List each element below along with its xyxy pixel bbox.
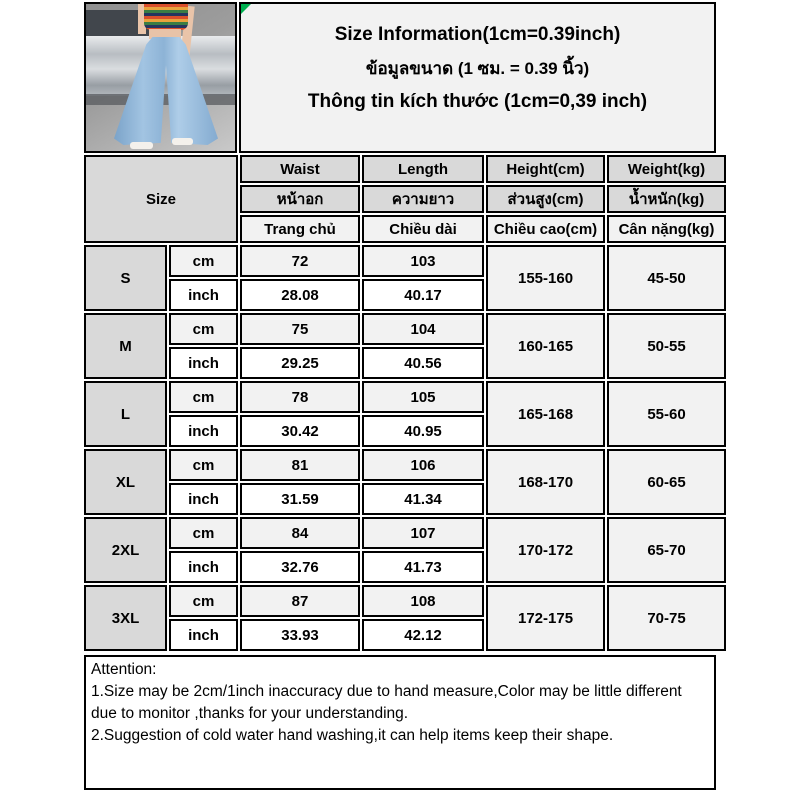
- waist-inch-value: 28.08: [240, 279, 360, 311]
- size-column-header: Size: [84, 155, 238, 243]
- table-row: [84, 313, 726, 345]
- length-inch-value: 40.17: [362, 279, 484, 311]
- waist-inch-value: 33.93: [240, 619, 360, 651]
- col-header-weight-en: Weight(kg): [607, 155, 726, 183]
- attention-line-1: 1.Size may be 2cm/1inch inaccuracy due to hand measure,Color may be little different due to monitor ,thanks for your understanding.: [91, 683, 682, 722]
- waist-inch-value: 32.76: [240, 551, 360, 583]
- unit-inch-label: inch: [169, 619, 238, 651]
- waist-cm-value: 87: [240, 585, 360, 617]
- col-header-length-vi: Chiều dài: [362, 215, 484, 243]
- col-header-weight-vi: Cân nặng(kg): [607, 215, 726, 243]
- col-header-waist-th: หน้าอก: [240, 185, 360, 213]
- length-inch-value: 41.73: [362, 551, 484, 583]
- waist-cm-value: 81: [240, 449, 360, 481]
- unit-inch-label: inch: [169, 483, 238, 515]
- length-inch-value: 41.34: [362, 483, 484, 515]
- waist-cm-value: 72: [240, 245, 360, 277]
- unit-cm-label: cm: [169, 245, 238, 277]
- table-row: [84, 517, 726, 549]
- size-label: S: [84, 245, 167, 311]
- length-inch-value: 40.95: [362, 415, 484, 447]
- title-vietnamese: Thông tin kích thước (1cm=0,39 inch): [307, 91, 648, 112]
- length-inch-value: 42.12: [362, 619, 484, 651]
- height-range: 155-160: [486, 245, 605, 311]
- model-sandal-left: [130, 142, 153, 149]
- title-thai: ข้อมูลขนาด (1 ซม. = 0.39 นิ้ว): [365, 59, 590, 78]
- col-header-waist-vi: Trang chủ: [240, 215, 360, 243]
- product-photo: [84, 2, 237, 153]
- unit-inch-label: inch: [169, 279, 238, 311]
- cell-corner-marker-icon: [241, 4, 251, 14]
- length-cm-value: 104: [362, 313, 484, 345]
- unit-cm-label: cm: [169, 449, 238, 481]
- length-cm-value: 105: [362, 381, 484, 413]
- attention-line-2: 2.Suggestion of cold water hand washing,it can help items keep their shape.: [91, 727, 614, 744]
- col-header-height-th: ส่วนสูง(cm): [486, 185, 605, 213]
- size-chart-sheet: [84, 2, 716, 790]
- table-row: [84, 245, 726, 277]
- title-box: [239, 2, 716, 153]
- waist-cm-value: 75: [240, 313, 360, 345]
- attention-heading: Attention:: [91, 661, 157, 678]
- waist-inch-value: 29.25: [240, 347, 360, 379]
- table-row: [84, 381, 726, 413]
- col-header-length-th: ความยาว: [362, 185, 484, 213]
- size-label: 2XL: [84, 517, 167, 583]
- col-header-length-en: Length: [362, 155, 484, 183]
- size-label: XL: [84, 449, 167, 515]
- col-header-weight-th: น้ำหนัก(kg): [607, 185, 726, 213]
- table-row: [84, 449, 726, 481]
- unit-inch-label: inch: [169, 415, 238, 447]
- unit-cm-label: cm: [169, 381, 238, 413]
- waist-cm-value: 84: [240, 517, 360, 549]
- model-sandal-right: [172, 138, 193, 145]
- length-cm-value: 108: [362, 585, 484, 617]
- col-header-height-vi: Chiều cao(cm): [486, 215, 605, 243]
- table-row: [84, 585, 726, 617]
- size-chart-table: [82, 153, 728, 653]
- height-range: 172-175: [486, 585, 605, 651]
- weight-range: 50-55: [607, 313, 726, 379]
- weight-range: 45-50: [607, 245, 726, 311]
- length-cm-value: 103: [362, 245, 484, 277]
- size-label: M: [84, 313, 167, 379]
- height-range: 170-172: [486, 517, 605, 583]
- length-inch-value: 40.56: [362, 347, 484, 379]
- size-label: L: [84, 381, 167, 447]
- unit-cm-label: cm: [169, 313, 238, 345]
- size-label: 3XL: [84, 585, 167, 651]
- header-row: [84, 2, 716, 153]
- unit-cm-label: cm: [169, 585, 238, 617]
- unit-inch-label: inch: [169, 347, 238, 379]
- length-cm-value: 106: [362, 449, 484, 481]
- height-range: 160-165: [486, 313, 605, 379]
- weight-range: 60-65: [607, 449, 726, 515]
- attention-box: [84, 655, 716, 790]
- weight-range: 55-60: [607, 381, 726, 447]
- title-english: Size Information(1cm=0.39inch): [334, 24, 621, 45]
- model-striped-top: [144, 4, 188, 30]
- weight-range: 65-70: [607, 517, 726, 583]
- waist-cm-value: 78: [240, 381, 360, 413]
- col-header-height-en: Height(cm): [486, 155, 605, 183]
- column-header-row-en: [84, 155, 726, 183]
- height-range: 168-170: [486, 449, 605, 515]
- weight-range: 70-75: [607, 585, 726, 651]
- length-cm-value: 107: [362, 517, 484, 549]
- waist-inch-value: 30.42: [240, 415, 360, 447]
- waist-inch-value: 31.59: [240, 483, 360, 515]
- height-range: 165-168: [486, 381, 605, 447]
- unit-cm-label: cm: [169, 517, 238, 549]
- unit-inch-label: inch: [169, 551, 238, 583]
- col-header-waist-en: Waist: [240, 155, 360, 183]
